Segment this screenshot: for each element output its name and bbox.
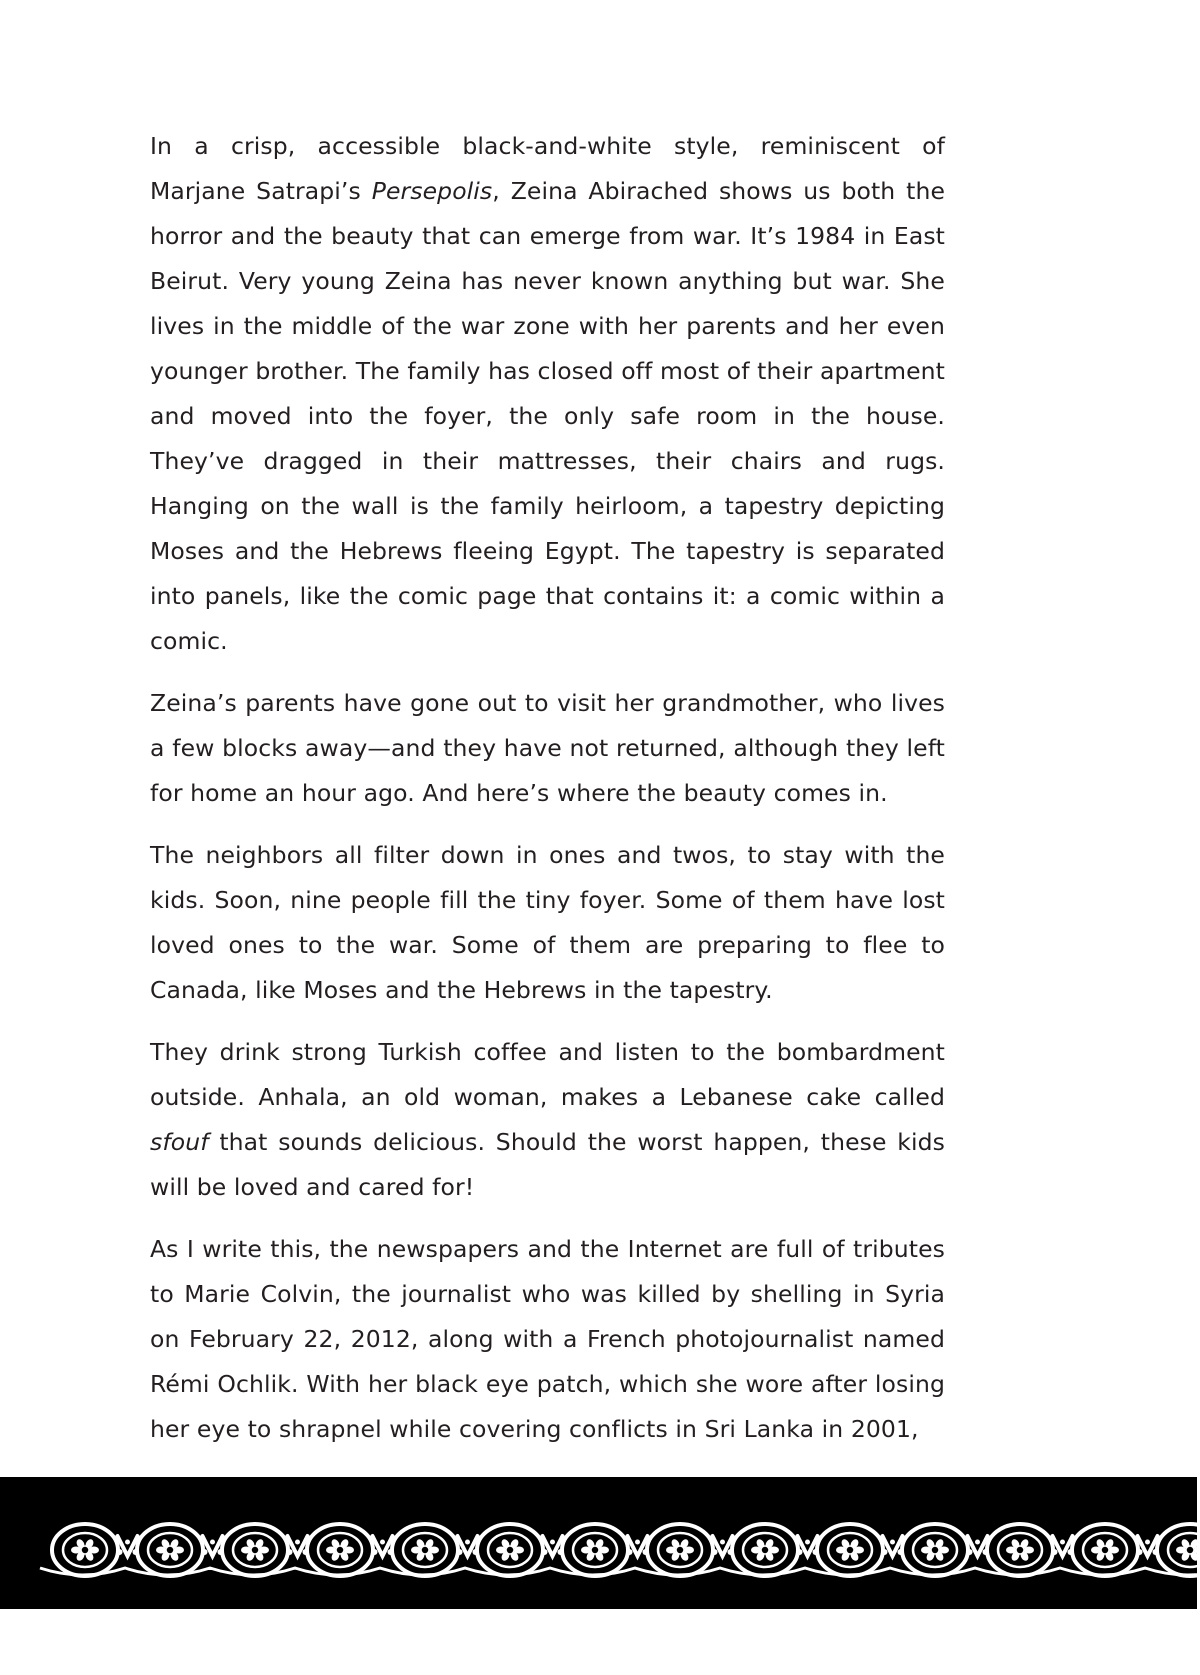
floral-border-band: [0, 1477, 1197, 1609]
text-run: Zeina’s parents have gone out to visit her grandmother, who lives a few blocks away—and they have not returned, although they left for home an hour ago. And here’s where the beauty comes in.: [150, 689, 945, 807]
text-run: As I write this, the newspapers and the Internet are full of tributes to Marie Colvin, the journalist who was killed by shelling in Syria on February 22, 2012, along with a French photojournalist named Rémi Ochlik. With her black eye patch, which she wore after losing her eye to shrapnel while covering conflicts in Sri Lanka in 2001,: [150, 1235, 945, 1443]
flower-motif: [1157, 1524, 1197, 1576]
paragraph-5: [150, 1227, 945, 1452]
text-run: , Zeina Abirached shows us both the horror and the beauty that can emerge from war. It’s 1984 in East Beirut. Very young Zeina has never known anything but war. She lives in the middle of the war zone with her parents and her even younger brother. The family has closed off most of their apartment and moved into the foyer, the only safe room in the house. They’ve dragged in their mattresses, their chairs and rugs. Hanging on the wall is the family heirloom, a tapestry depicting Moses and the Hebrews fleeing Egypt. The tapestry is separated into panels, like the comic page that contains it: a comic within a comic.: [150, 177, 945, 655]
text-run: In a crisp, accessible black-and-white style, reminiscent of Marjane Satrapi’s: [150, 132, 945, 205]
paragraph-3: [150, 833, 945, 1013]
body-text: [150, 124, 945, 1469]
paragraph-1: [150, 124, 945, 664]
paragraph-2: [150, 681, 945, 816]
book-title-persepolis: Persepolis: [371, 177, 493, 205]
text-run: They drink strong Turkish coffee and listen to the bombardment outside. Anhala, an old woman, makes a Lebanese cake called: [150, 1038, 945, 1111]
text-run: that sounds delicious. Should the worst happen, these kids will be loved and cared for!: [150, 1128, 945, 1201]
cake-name-sfouf: sfouf: [150, 1128, 209, 1156]
text-run: The neighbors all filter down in ones and twos, to stay with the kids. Soon, nine people fill the tiny foyer. Some of them have lost loved ones to the war. Some of them are preparing to flee to Canada, like Moses and the Hebrews in the tapestry.: [150, 841, 945, 1004]
floral-motif-strip: [0, 1477, 1197, 1609]
paragraph-4: [150, 1030, 945, 1210]
